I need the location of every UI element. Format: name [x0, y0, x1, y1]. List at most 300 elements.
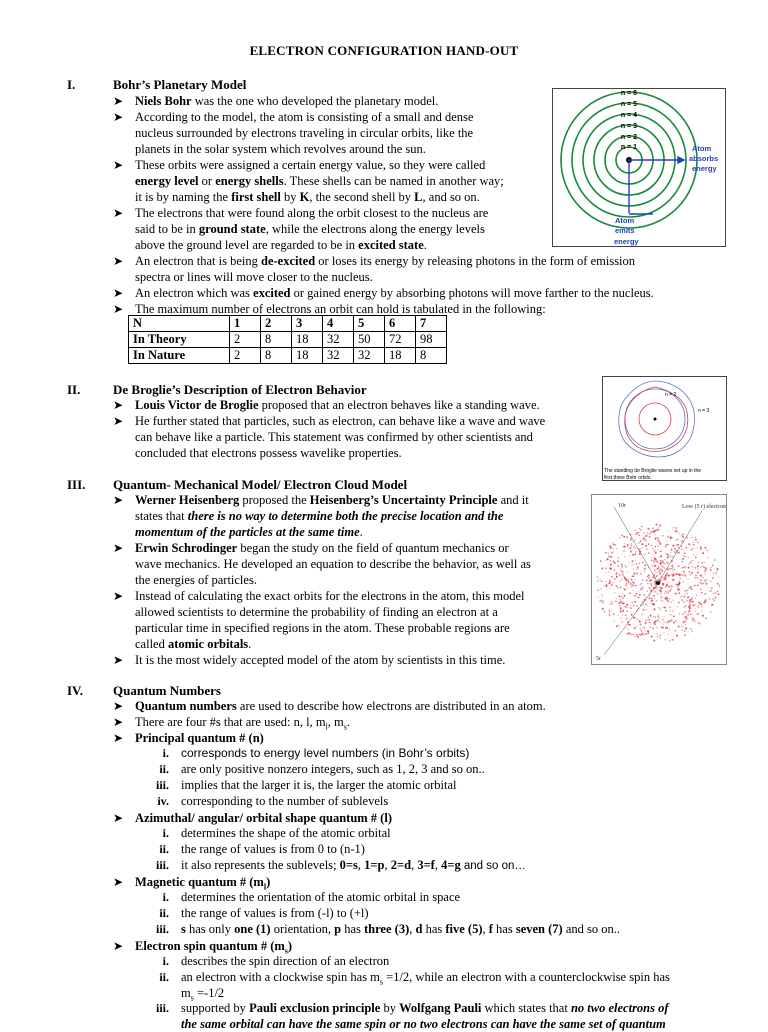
cloud-dot [631, 543, 632, 544]
cloud-dot [661, 562, 662, 563]
principal-item-4: corresponding to the number of sublevels [181, 794, 389, 808]
cloud-dot [617, 587, 618, 588]
cloud-dot [622, 571, 624, 573]
cloud-dot [718, 593, 720, 595]
cloud-dot [664, 567, 666, 569]
bohr-line-8: The electrons that were found along the orbit closest to the nucleus are [135, 206, 489, 220]
cloud-dot [638, 542, 640, 544]
cloud-dot [661, 543, 662, 544]
cloud-dot [648, 536, 650, 538]
roman-numeral: iii. [155, 1001, 169, 1015]
cloud-dot [719, 586, 720, 587]
qn-line-2: There are four #s that are used: n, l, $m_l$, $m_s$. [135, 715, 351, 732]
cloud-dot [633, 582, 635, 584]
cloud-dot [655, 620, 657, 622]
cloud-dot [684, 567, 685, 568]
cloud-dot [675, 593, 677, 595]
cloud-dot [618, 566, 619, 567]
cloud-dot [684, 634, 686, 636]
cloud-dot [679, 574, 681, 576]
cloud-dot [667, 562, 669, 564]
electron-cloud-figure [591, 494, 727, 665]
cloud-dot [631, 563, 633, 565]
cloud-dot [676, 583, 678, 585]
cloud-dot [618, 557, 620, 559]
cloud-dot [615, 585, 617, 587]
cloud-dot [670, 552, 671, 553]
bohr-line-13: An electron which was excited or gained energy by absorbing photons will move farther to the nucleus. [135, 286, 654, 300]
cloud-dot [609, 604, 611, 606]
cloud-dot [700, 567, 701, 568]
cloud-dot [691, 572, 693, 574]
cloud-dot [646, 609, 647, 610]
cloud-dot [670, 536, 672, 538]
qm-line-2: states that there is no way to determine both the precise location and the [135, 509, 504, 523]
cloud-dot [653, 531, 654, 532]
cloud-dot [646, 576, 648, 578]
cloud-dot [634, 601, 636, 603]
cloud-dot [642, 586, 644, 588]
cloud-dot [641, 558, 642, 559]
cloud-dot [689, 562, 690, 563]
cloud-dot [643, 627, 645, 629]
cloud-dot [633, 605, 635, 607]
cloud-dot [635, 585, 637, 587]
cloud-dot [690, 628, 692, 630]
cloud-dot [601, 580, 603, 582]
emit-label: emits [615, 226, 635, 235]
cloud-dot [696, 595, 697, 596]
cloud-dot [632, 560, 634, 562]
cloud-dot [710, 611, 712, 613]
cloud-dot [636, 533, 638, 535]
cloud-dot [653, 622, 655, 624]
section-1-number: I. [67, 77, 76, 92]
cloud-dot [637, 566, 639, 568]
cloud-dot [646, 580, 648, 582]
cloud-dot [700, 603, 702, 605]
spin-item-2-cont: $m_s =-1/2$ [181, 986, 225, 1003]
cloud-dot [681, 596, 682, 597]
cloud-dot [632, 541, 633, 542]
bullet-arrow-icon: ➤ [113, 254, 124, 268]
cloud-dot [626, 607, 627, 608]
cloud-dot [640, 589, 641, 590]
cloud-dot [684, 556, 686, 558]
cloud-dot [619, 602, 621, 604]
cloud-dot [700, 623, 701, 624]
cloud-dot [630, 605, 631, 606]
azimuthal-item-3: it also represents the sublevels; 0=s, 1=p, 2=d, 3=f, 4=g and so on… [181, 858, 526, 872]
cloud-dot [662, 566, 664, 568]
cloud-dot [669, 606, 671, 608]
cloud-label-10r: 10r [618, 503, 626, 509]
cloud-dot [624, 543, 625, 544]
cloud-dot [682, 613, 684, 615]
cloud-dot [668, 575, 669, 576]
roman-numeral: i. [162, 746, 169, 760]
cloud-dot [675, 574, 676, 575]
cloud-dot [662, 619, 663, 620]
spin-item-3: supported by Pauli exclusion principle by Wolfgang Pauli which states that no two electrons of [181, 1001, 669, 1015]
cloud-dot [626, 583, 627, 584]
cloud-dot [692, 535, 693, 536]
cloud-dot [614, 578, 616, 580]
cloud-dot [678, 544, 680, 546]
cloud-dot [631, 579, 632, 580]
cloud-dot [672, 569, 673, 570]
bullet-arrow-icon: ➤ [113, 398, 124, 412]
cloud-dot [672, 610, 674, 612]
cloud-dot [630, 633, 632, 635]
cloud-dot [634, 578, 635, 579]
cloud-dot [655, 524, 657, 526]
cloud-dot [606, 552, 607, 553]
cloud-dot [701, 610, 702, 611]
cloud-dot [704, 547, 706, 549]
cloud-dot [629, 592, 631, 594]
cloud-dot [672, 639, 674, 641]
cloud-dot [700, 548, 702, 550]
cloud-dot [688, 567, 690, 569]
cloud-dot [705, 585, 706, 586]
cloud-dot [659, 573, 661, 575]
cloud-dot [645, 631, 646, 632]
cloud-dot [694, 577, 696, 579]
bullet-arrow-icon: ➤ [113, 811, 124, 825]
cloud-dot [657, 537, 659, 539]
cloud-dot [657, 616, 658, 617]
debroglie-line-1: Louis Victor de Broglie proposed that an electron behaves like a standing wave. [135, 398, 540, 412]
bohr-model-figure [552, 88, 726, 247]
cloud-dot [662, 570, 663, 571]
cloud-dot [616, 625, 618, 627]
cloud-dot [627, 545, 629, 547]
cloud-dot [684, 616, 686, 618]
cloud-dot [687, 617, 688, 618]
cloud-dot [653, 562, 654, 563]
cloud-dot [668, 590, 669, 591]
cloud-dot [682, 558, 684, 560]
cloud-dot [708, 557, 709, 558]
cloud-dot [696, 577, 698, 579]
cloud-dot [678, 552, 680, 554]
cloud-dot [673, 622, 675, 624]
cloud-dot [646, 633, 648, 635]
cloud-dot [644, 568, 646, 570]
cloud-dot [680, 598, 681, 599]
cloud-dot [685, 576, 687, 578]
electron-cloud-diagram [592, 495, 726, 664]
cloud-dot [657, 636, 658, 637]
cloud-dot [606, 581, 607, 582]
orbit-label-n4: n = 4 [620, 112, 638, 119]
cloud-dot [645, 545, 647, 547]
cloud-dot [657, 619, 659, 621]
cloud-dot [621, 566, 623, 568]
wave-caption: first three Bohr orbits. [604, 475, 652, 480]
debroglie-wave-figure [602, 376, 727, 481]
cloud-dot [605, 567, 607, 569]
cloud-dot [716, 571, 717, 572]
cloud-dot [668, 554, 670, 556]
cloud-dot [683, 571, 685, 573]
cloud-dot [624, 589, 626, 591]
cloud-dot [626, 571, 627, 572]
cloud-dot [690, 565, 691, 566]
cloud-dot [620, 607, 621, 608]
cloud-dot [606, 586, 607, 587]
cloud-dot [703, 566, 704, 567]
cloud-dot [603, 611, 605, 613]
cloud-dot [700, 546, 702, 548]
cloud-label-5r: 5r [596, 656, 601, 662]
table-cell: 5 [354, 316, 385, 332]
cloud-dot [607, 583, 608, 584]
cloud-dot [613, 561, 615, 563]
cloud-dot [601, 567, 603, 569]
cloud-dot [622, 610, 624, 612]
cloud-dot [717, 591, 719, 593]
cloud-dot [691, 614, 692, 615]
cloud-dot [698, 569, 700, 571]
cloud-dot [682, 567, 683, 568]
nucleus [654, 418, 657, 421]
magnetic-item-3: s has only one (1) orientation, p has three (3), d has five (5), f has seven (7) and so on.. [181, 922, 621, 936]
cloud-dot [659, 634, 661, 636]
cloud-dot [639, 621, 641, 623]
cloud-dot [686, 600, 688, 602]
cloud-dot [624, 577, 626, 579]
cloud-dot [635, 591, 636, 592]
cloud-dot [700, 580, 702, 582]
cloud-dot [689, 629, 690, 630]
cloud-dot [671, 550, 672, 551]
cloud-dot [637, 634, 639, 636]
qn-spin-heading: Electron spin quantum # $(m_s)$ [135, 939, 293, 956]
cloud-dot [634, 627, 636, 629]
cloud-dot [702, 615, 704, 617]
cloud-dot [609, 581, 611, 583]
bullet-arrow-icon: ➤ [113, 731, 124, 745]
cloud-dot [621, 579, 623, 581]
cloud-dot [697, 571, 699, 573]
cloud-dot [641, 548, 642, 549]
orbit-label-n1: n = 1 [620, 144, 638, 151]
cloud-dot [648, 616, 650, 618]
cloud-dot [638, 590, 639, 591]
cloud-dot [652, 616, 654, 618]
cloud-dot [677, 586, 679, 588]
cloud-dot [650, 579, 651, 580]
cloud-dot [630, 554, 631, 555]
cloud-dot [620, 609, 622, 611]
cloud-dot [700, 589, 701, 590]
cloud-dot [663, 623, 664, 624]
cloud-dot [596, 576, 597, 577]
cloud-dot [715, 597, 717, 599]
cloud-dot [652, 565, 653, 566]
cloud-dot [699, 582, 701, 584]
cloud-dot [608, 610, 609, 611]
cloud-dot [651, 559, 652, 560]
cloud-dot [667, 634, 669, 636]
cloud-dot [678, 626, 680, 628]
bohr-line-2: According to the model, the atom is consisting of a small and dense [135, 110, 474, 124]
spin-item-3-cont: the same orbital can have the same spin or no two electrons can have the same set of quantum [181, 1017, 666, 1031]
cloud-dot [688, 564, 689, 565]
cloud-dot [687, 582, 688, 583]
cloud-dot [641, 613, 643, 615]
cloud-dot [617, 565, 618, 566]
cloud-dot [682, 621, 684, 623]
cloud-dot [635, 553, 637, 555]
cloud-dot [712, 577, 713, 578]
cloud-dot [615, 601, 617, 603]
table-cell: 7 [416, 316, 447, 332]
cloud-dot [687, 578, 688, 579]
cloud-dot [687, 615, 688, 616]
cloud-dot [653, 633, 654, 634]
cloud-dot [598, 596, 599, 597]
cloud-dot [650, 532, 651, 533]
cloud-dot [615, 572, 617, 574]
cloud-dot [666, 544, 667, 545]
cloud-dot [630, 583, 632, 585]
cloud-dot [675, 630, 676, 631]
cloud-dot [649, 533, 650, 534]
cloud-dot [651, 557, 652, 558]
qn-azimuthal-heading: Azimuthal/ angular/ orbital shape quantum # (l) [135, 811, 392, 825]
cloud-dot [647, 532, 648, 533]
cloud-dot [658, 578, 659, 579]
cloud-dot [623, 603, 625, 605]
cloud-dot [669, 611, 670, 612]
bohr-line-10: above the ground level are regarded to be in excited state. [135, 238, 427, 252]
table-row [129, 332, 447, 348]
cloud-dot [643, 532, 645, 534]
cloud-dot [706, 583, 708, 585]
cloud-dot [705, 582, 706, 583]
cloud-dot [670, 555, 672, 557]
cloud-dot [672, 527, 674, 529]
cloud-dot [666, 600, 668, 602]
cloud-dot [662, 583, 664, 585]
cloud-dot [671, 568, 673, 570]
cloud-dot [623, 595, 625, 597]
cloud-dot [643, 594, 645, 596]
cloud-dot [620, 586, 622, 588]
cloud-dot [664, 622, 665, 623]
cloud-dot [633, 546, 634, 547]
cloud-dot [697, 542, 699, 544]
cloud-dot [707, 587, 708, 588]
cloud-dot [686, 537, 688, 539]
cloud-dot [714, 559, 716, 561]
cloud-dot [677, 589, 679, 591]
cloud-dot [657, 593, 659, 595]
cloud-dot [683, 573, 684, 574]
cloud-dot [677, 606, 678, 607]
debroglie-line-3: can behave like a particle. This statement was confirmed by other scientists and [135, 430, 533, 444]
cloud-dot [641, 543, 643, 545]
cloud-dot [628, 582, 630, 584]
cloud-dot [633, 576, 635, 578]
cloud-dot [641, 526, 643, 528]
cloud-dot [654, 616, 656, 618]
absorb-label: absorbs [689, 154, 719, 163]
cloud-dot [652, 548, 654, 550]
cloud-dot [695, 608, 696, 609]
cloud-dot [617, 615, 618, 616]
qm-line-10: called atomic orbitals. [135, 637, 252, 651]
cloud-dot [634, 595, 636, 597]
cloud-dot [611, 576, 613, 578]
cloud-dot [689, 596, 690, 597]
cloud-dot [671, 574, 672, 575]
cloud-dot [609, 588, 610, 589]
cloud-dot [612, 543, 614, 545]
cloud-dot [607, 558, 609, 560]
table-cell: 8 [261, 332, 292, 348]
cloud-dot [678, 565, 680, 567]
cloud-dot [651, 600, 653, 602]
cloud-dot [671, 585, 673, 587]
cloud-dot [692, 589, 693, 590]
qm-line-3: momentum of the particles at the same time. [135, 525, 363, 539]
cloud-dot [671, 614, 672, 615]
standing-wave-diagram [603, 377, 726, 480]
cloud-dot [666, 573, 668, 575]
cloud-dot [625, 615, 626, 616]
cloud-dot [651, 531, 653, 533]
cloud-dot [621, 535, 623, 537]
cloud-dot [632, 554, 634, 556]
cloud-dot [651, 584, 652, 585]
cloud-dot [619, 599, 621, 601]
cloud-dot [644, 565, 645, 566]
cloud-dot [657, 567, 659, 569]
cloud-dot [608, 556, 610, 558]
cloud-dot [611, 584, 613, 586]
cloud-dot [609, 583, 610, 584]
cloud-dot [640, 624, 642, 626]
cloud-dot [658, 546, 660, 548]
section-1-title: Bohr’s Planetary Model [113, 77, 247, 92]
cloud-dot [653, 640, 655, 642]
cloud-dot [638, 562, 640, 564]
bullet-arrow-icon: ➤ [113, 875, 124, 889]
cloud-dot [689, 603, 691, 605]
cloud-dot [675, 530, 677, 532]
orbit-capacity-table [128, 315, 447, 364]
cloud-dot [658, 571, 659, 572]
debroglie-line-4: concluded that electrons possess wavelike properties. [135, 446, 402, 460]
cloud-dot [664, 593, 665, 594]
cloud-dot [609, 545, 611, 547]
cloud-dot [672, 600, 674, 602]
cloud-dot [613, 620, 615, 622]
cloud-dot [693, 621, 694, 622]
cloud-dot [613, 613, 615, 615]
cloud-dot [638, 597, 640, 599]
cloud-dot [684, 620, 686, 622]
cloud-dot [710, 581, 711, 582]
cloud-dot [612, 603, 613, 604]
cloud-dot [667, 556, 669, 558]
cloud-dot [653, 595, 655, 597]
cloud-dot [660, 551, 661, 552]
